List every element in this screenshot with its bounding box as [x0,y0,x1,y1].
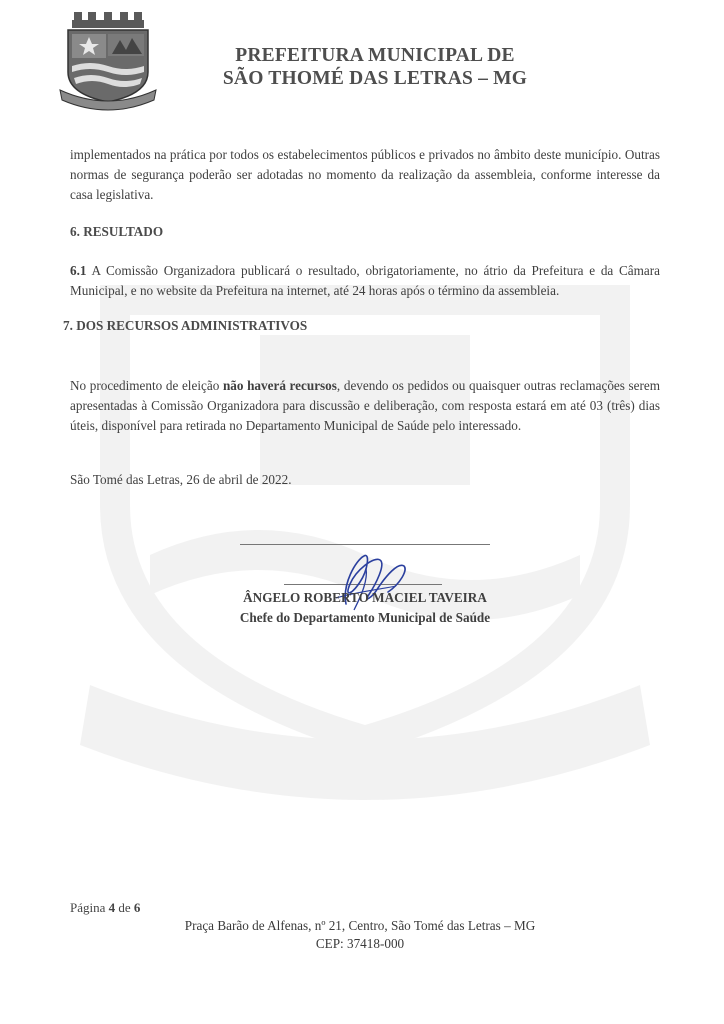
intro-paragraph: implementados na prática por todos os estabelecimentos públicos e privados no âmbito deste município. Outras normas de segurança poderão ser adotadas no momento da realização da assembleia, conforme interesse da casa legislativa. [70,147,660,202]
coat-of-arms-icon [58,10,158,114]
page-label: Página [70,900,106,915]
section-6-number: 6.1 [70,263,87,278]
section-7-paragraph [70,376,660,436]
page-number [70,900,140,916]
footer-address: Praça Barão de Alfenas, nº 21, Centro, São Tomé das Letras – MG [184,918,536,933]
page-total: 6 [133,900,141,915]
section-7-text-bold: não haverá recursos [222,378,337,393]
section-7-text-before: No procedimento de eleição [70,378,223,393]
header-title-line-1: PREFEITURA MUNICIPAL DE [235,45,515,66]
page-of: de [118,900,131,915]
header-title-line-2: SÃO THOMÉ DAS LETRAS – MG [222,68,528,89]
coat-of-arms-watermark-icon [60,255,670,800]
section-6-paragraph [70,261,660,301]
signatory-role: Chefe do Departamento Municipal de Saúde [239,610,491,625]
page-header-title [175,44,575,90]
section-6-heading: 6. RESULTADO [70,224,164,239]
section-7-heading: 7. DOS RECURSOS ADMINISTRATIVOS [63,318,308,333]
date-line: São Tomé das Letras, 26 de abril de 2022. [70,472,292,487]
signatory-name: ÂNGELO ROBERTO MACIEL TAVEIRA [243,590,487,605]
footer-cep: CEP: 37418-000 [315,936,405,951]
section-7-text-after: , devendo os pedidos ou quaisquer outras reclamações serem apresentadas à Comissão Organizadora para discussão e deliberação, com resposta estará em até 03 (três) dias úteis, disponível para retirada no Departamento Municipal de Saúde pelo interessado. [70,378,661,433]
handwritten-signature-icon [316,540,416,620]
section-6-text: A Comissão Organizadora publicará o resultado, obrigatoriamente, no átrio da Prefeitura e da Câmara Municipal, e no website da Prefeitura na internet, até 24 horas após o término da assembleia. [70,263,660,298]
page-current: 4 [108,900,116,915]
